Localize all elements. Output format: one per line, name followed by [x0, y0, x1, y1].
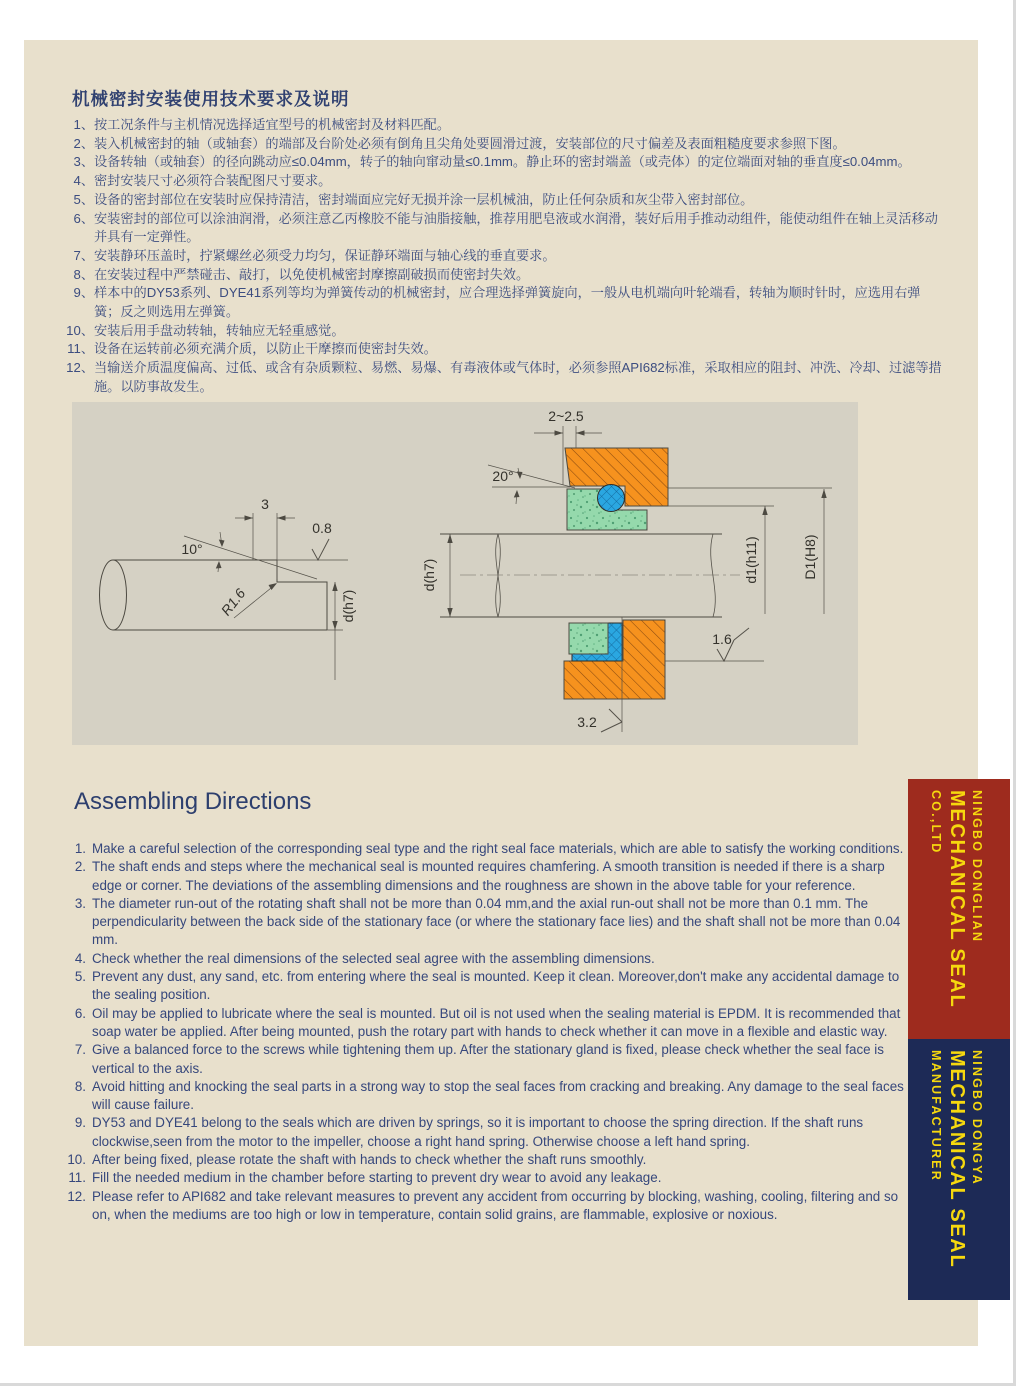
angle-20-label: 20° [492, 468, 514, 484]
list-item: The shaft ends and steps where the mechanical seal is mounted requires chamfering. A smooth transition is needed if there is a sharp edge or corner. The deviations of the assembling dimensions and the roughness are shown in the above table for your reference. [92, 859, 885, 893]
dh7-right-label: d(h7) [421, 558, 437, 592]
list-item: 安装静环压盖时，拧紧螺丝必须受力均匀，保证静环端面与轴心线的垂直要求。 [94, 247, 556, 263]
diagram-svg [72, 402, 858, 745]
banner-red-line2: MECHANICAL SEAL [946, 790, 968, 1009]
shaft-end-ellipse [100, 560, 127, 630]
right-shaft-figure [440, 534, 722, 617]
left-figure-dimension-lines [184, 513, 348, 680]
dim-3-label: 3 [261, 496, 269, 512]
banner-red-line1: NINGBO DONGLIAN [970, 790, 984, 944]
dh7-left-label: d(h7) [340, 589, 356, 623]
list-item: 当输送介质温度偏高、过低、或含有杂质颗粒、易燃、易爆、有毒液体或气体时，必须参照API682标准，采取相应的阻封、冲洗、冷却、过滤等措施。以防事故发生。 [94, 360, 942, 394]
radius-r16-label: R1.6 [217, 585, 249, 619]
en-instructions-list [62, 840, 910, 1224]
finish-16-label: 1.6 [712, 631, 732, 647]
left-shaft-figure [100, 560, 328, 630]
cn-instructions-list [60, 116, 946, 397]
banner-ningbo-donglian [908, 779, 1010, 1040]
list-item: 密封安装尺寸必须符合装配图尺寸要求。 [94, 173, 332, 189]
o-ring-top [598, 485, 625, 512]
list-item: The diameter run-out of the rotating shaft shall not be more than 0.04 mm,and the axial run-out shall not be more than 0.1 mm. The perpendicularity between the back side of the stationary face (or where the stationary face lies) and the shaft shall not be more than 0.04 mm. [92, 895, 901, 948]
banner-blue-line1: NINGBO DONGYA [970, 1050, 984, 1186]
list-item: Fill the needed medium in the chamber before starting to prevent dry wear to avoid any leakage. [92, 1170, 662, 1186]
list-item: 设备的密封部位在安装时应保持清洁，密封端面应完好无损并涂一层机械油，防止任何杂质和灰尘带入密封部位。 [94, 191, 754, 207]
list-item: 设备在运转前必须充满介质，以防止干摩擦而使密封失效。 [94, 341, 437, 357]
list-item: Avoid hitting and knocking the seal parts in a strong way to stop the seal faces from cracking and breaking. Any damage to the seal faces will cause failure. [92, 1078, 904, 1113]
dim-2-25-label: 2~2.5 [548, 408, 584, 424]
cn-title: 机械密封安装使用技术要求及说明 [72, 89, 350, 109]
shaft-break-lines [496, 534, 716, 617]
list-item: Make a careful selection of the corresponding seal type and the right seal face materials, which are able to satisfy the working conditions. [92, 841, 904, 856]
shaft-lines [440, 534, 722, 617]
list-item: 装入机械密封的轴（或轴套）的端部及台阶处必须有倒角且尖角处要圆滑过渡，安装部位的尺寸偏差及表面粗糙度要求参照下图。 [94, 135, 846, 151]
content-sheet [24, 40, 978, 1346]
list-item: Prevent any dust, any sand, etc. from entering where the seal is mounted. Keep it clean. Moreover,don't make any accidental damage to the sealing position. [92, 969, 900, 1003]
D1H8-label: D1(H8) [802, 534, 818, 580]
list-item: 安装后用手盘动转轴，转轴应无轻重感觉。 [94, 322, 345, 338]
d1h11-label: d1(h11) [743, 536, 759, 584]
list-item: Check whether the real dimensions of the selected seal agree with the assembling dimensions. [92, 950, 655, 966]
seal-installation-diagram [72, 402, 858, 745]
banner-blue-line2: MECHANICAL SEAL [946, 1050, 968, 1269]
en-title: Assembling Directions [74, 788, 312, 815]
list-item: 设备转轴（或轴套）的径向跳动应≤0.04mm，转子的轴向窜动量≤0.1mm。静止环的密封端盖（或壳体）的定位端面对轴的垂直度≤0.04mm。 [94, 154, 911, 170]
finish-08-label: 0.8 [312, 520, 332, 536]
finish-32-label: 3.2 [577, 714, 597, 730]
list-item: Give a balanced force to the screws while tightening them up. After the stationary gland is fixed, please check whether the seal face is vertical to the axis. [92, 1042, 884, 1076]
list-item: 安装密封的部位可以涂油润滑，必须注意乙丙橡胶不能与油脂接触，推荐用肥皂液或水润滑，装好后用手推动动组件，能使动组件在轴上灵活移动并具有一定弹性。 [94, 210, 938, 245]
list-item: DY53 and DYE41 belong to the seals which are driven by springs, so it is important to choose the spring direction. If the shaft runs clockwise,seen from the motor to the impeller, choose a right hand spring. Otherwise choose a left hand spring. [92, 1115, 864, 1149]
list-item: 样本中的DY53系列、DYE41系列等均为弹簧传动的机械密封，应合理选择弹簧旋向，一般从电机端向叶轮端看，转轴为顺时针时，应选用右弹簧；反之则选用左弹簧。 [94, 285, 921, 320]
shaft-outline [113, 560, 327, 630]
list-item: Please refer to API682 and take relevant measures to prevent any accident from occurring by blocking, washing, cooling, filtering and so on, when the mediums are too high or low in temperature, contain solid grains, are flammable, explosive or noxious. [92, 1188, 899, 1222]
banner-red-line3: CO.,LTD [929, 790, 943, 855]
banner-ningbo-dongya [908, 1039, 1010, 1300]
banner-blue-line3: MANUFACTURER [929, 1050, 943, 1182]
list-item: 按工况条件与主机情况选择适宜型号的机械密封及材料匹配。 [94, 117, 451, 132]
list-item: 在安装过程中严禁碰击、敲打，以免使机械密封摩擦副破损而使密封失效。 [94, 266, 530, 282]
list-item: Oil may be applied to lubricate where the seal is mounted. But oil is not used when the sealing material is EPDM. It is recommended that soap water be applied. After being mounted, push the rotary part with hands to check whether it can move in a flexible and elastic way. [92, 1005, 901, 1039]
list-item: After being fixed, please rotate the shaft with hands to check whether the shaft runs smoothly. [92, 1152, 647, 1168]
angle-10-label: 10° [181, 541, 203, 557]
stationary-seat-bottom [569, 623, 608, 654]
